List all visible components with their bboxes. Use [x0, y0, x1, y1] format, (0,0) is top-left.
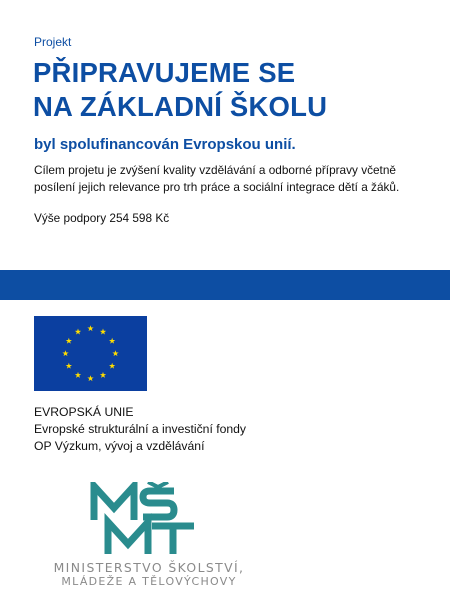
- msmt-logo-icon: [88, 482, 200, 558]
- eu-funding-block: [34, 404, 246, 454]
- eu-flag-icon: [34, 316, 147, 391]
- eu-line-3: OP Výzkum, vývoj a vzdělávání: [34, 438, 205, 453]
- ministry-name-line-2: MLÁDEŽE A TĚLOVÝCHOVY: [61, 575, 237, 588]
- ministry-name: [34, 561, 264, 589]
- title-line-2: NA ZÁKLADNÍ ŠKOLU: [33, 91, 328, 122]
- title-line-1: PŘIPRAVUJEME SE: [33, 57, 296, 88]
- project-eyebrow: Projekt: [34, 35, 72, 49]
- blue-divider-band: [0, 270, 450, 300]
- support-amount: Výše podpory 254 598 Kč: [34, 211, 170, 225]
- eu-line-1: EVROPSKÁ UNIE: [34, 405, 134, 419]
- page-subtitle: byl spolufinancován Evropskou unií.: [34, 136, 296, 153]
- page-title: [33, 56, 327, 124]
- project-description: Cílem projetu je zvýšení kvality vzdělávání a odborné přípravy včetně posílení jejich relevance pro trh práce a sociální integrace dětí a žáků.: [34, 163, 400, 194]
- eu-line-2: Evropské strukturální a investiční fondy: [34, 421, 247, 436]
- ministry-name-line-1: MINISTERSTVO ŠKOLSTVÍ,: [53, 560, 245, 575]
